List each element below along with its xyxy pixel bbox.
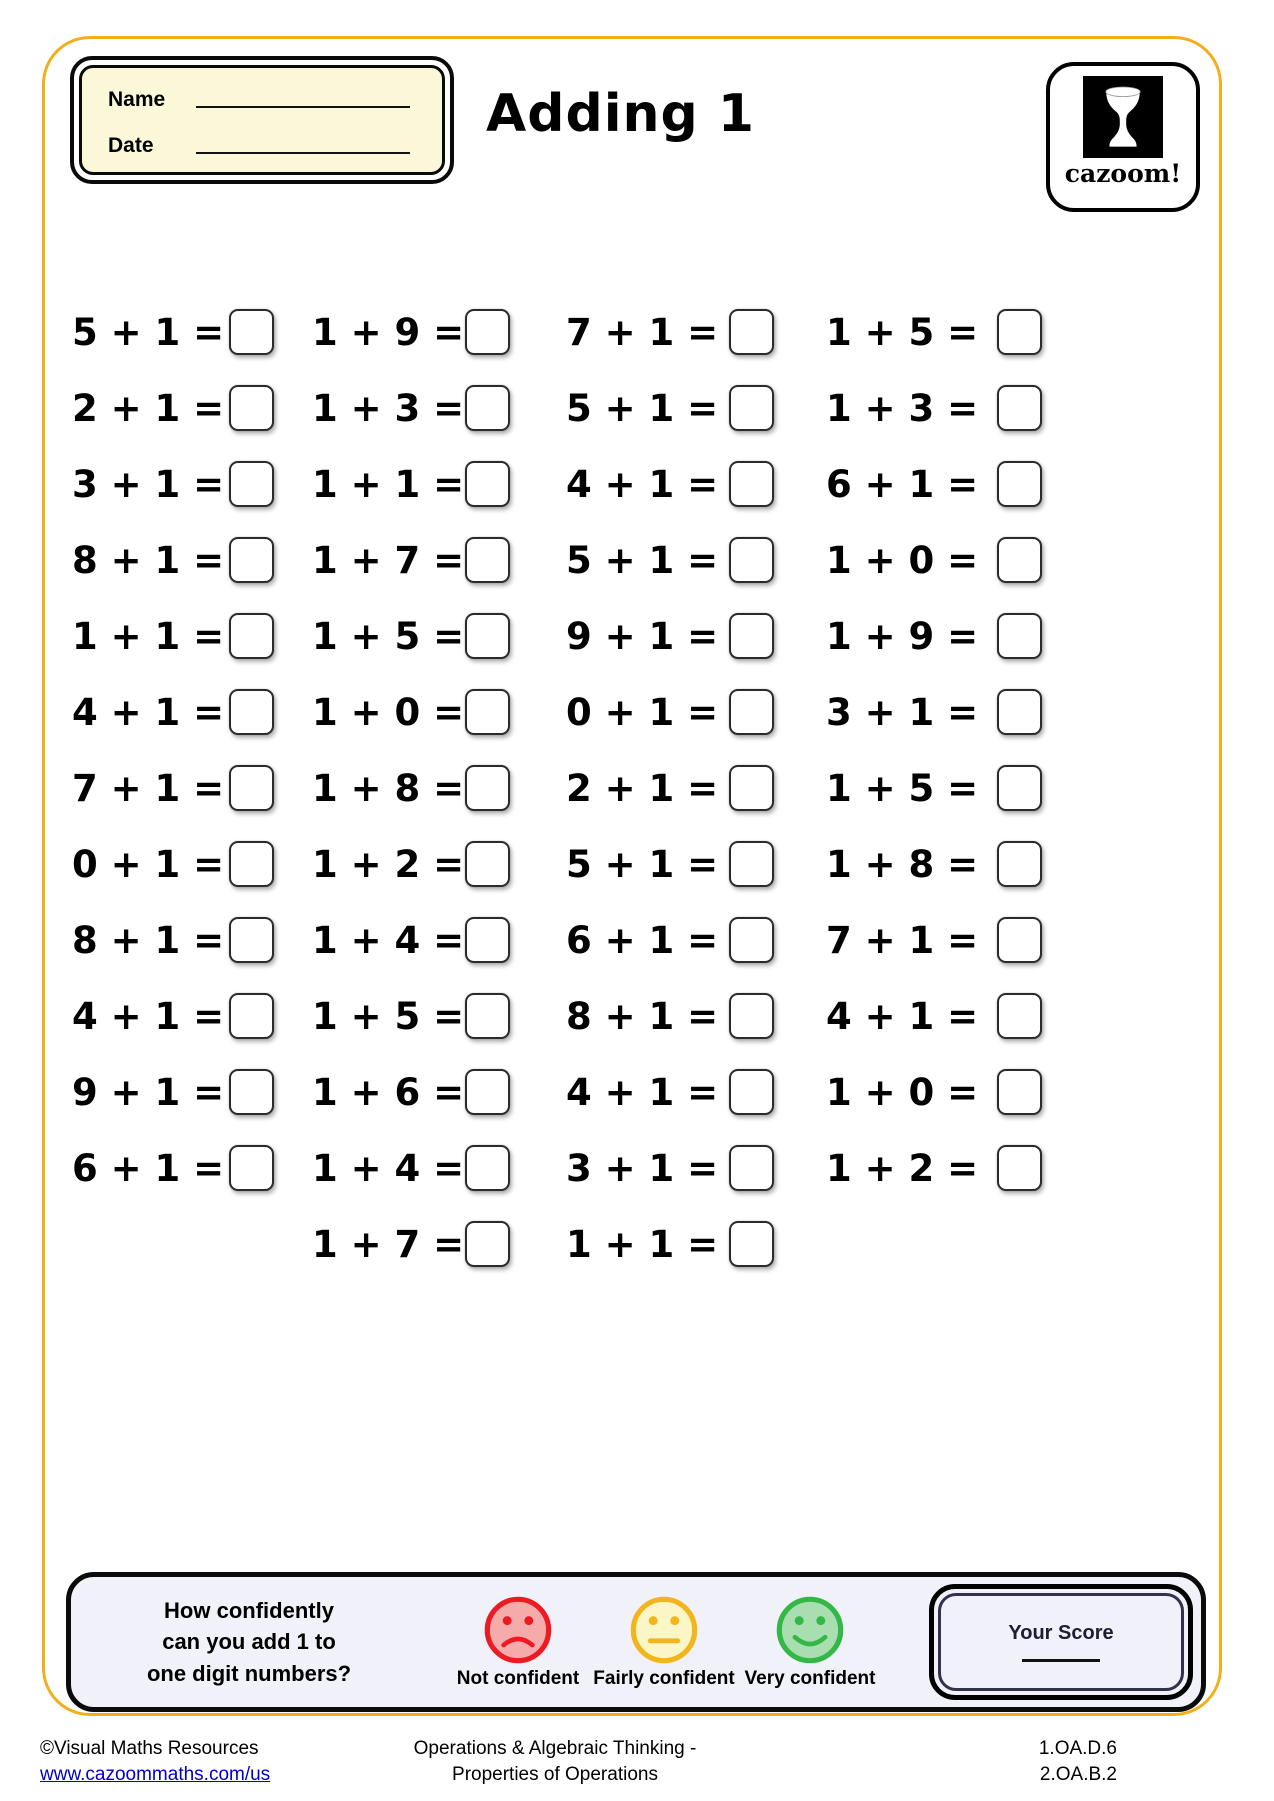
answer-box[interactable]: [229, 1145, 274, 1191]
answer-box[interactable]: [729, 841, 774, 887]
problem-expression: 2 + 1 =: [72, 386, 225, 430]
answer-box[interactable]: [729, 765, 774, 811]
footer-standards: [1039, 1736, 1117, 1787]
sad-face-icon: [482, 1594, 554, 1666]
answer-box[interactable]: [465, 689, 510, 735]
problem-expression: 8 + 1 =: [72, 918, 225, 962]
problem-expression: 1 + 2 =: [826, 1146, 979, 1190]
answer-box[interactable]: [729, 309, 774, 355]
answer-box[interactable]: [465, 461, 510, 507]
problem-row: [826, 370, 1042, 446]
answer-box[interactable]: [229, 993, 274, 1039]
answer-box[interactable]: [729, 613, 774, 659]
score-box-inner: [938, 1593, 1184, 1691]
problem-expression: 1 + 5 =: [312, 614, 465, 658]
problem-row: [72, 826, 274, 902]
problem-row: [826, 902, 1042, 978]
answer-box[interactable]: [229, 689, 274, 735]
problem-expression: 7 + 1 =: [566, 310, 719, 354]
problem-expression: 7 + 1 =: [72, 766, 225, 810]
confidence-option-label: Not confident: [456, 1668, 580, 1689]
problem-expression: 6 + 1 =: [566, 918, 719, 962]
problem-expression: 1 + 7 =: [312, 538, 465, 582]
date-label: Date: [108, 134, 154, 157]
problem-expression: 1 + 0 =: [312, 690, 465, 734]
answer-box[interactable]: [997, 1069, 1042, 1115]
problems-column: [72, 294, 274, 1206]
confidence-option-very-confident[interactable]: [737, 1594, 883, 1690]
standard-code: 2.OA.B.2: [1039, 1763, 1117, 1785]
problem-expression: 1 + 1 =: [312, 462, 465, 506]
problem-expression: 7 + 1 =: [826, 918, 979, 962]
answer-box[interactable]: [997, 993, 1042, 1039]
confidence-question-line: one digit numbers?: [146, 1660, 352, 1686]
problem-expression: 5 + 1 =: [566, 386, 719, 430]
logo-drum-tile: [1083, 76, 1163, 158]
answer-box[interactable]: [997, 841, 1042, 887]
answer-box[interactable]: [997, 537, 1042, 583]
confidence-options: [445, 1594, 883, 1690]
problem-row: [72, 1130, 274, 1206]
score-box: [929, 1584, 1193, 1700]
problem-row: [566, 522, 774, 598]
confidence-question-line: can you add 1 to: [162, 1629, 336, 1655]
problem-row: [566, 446, 774, 522]
confidence-option-label: Very confident: [744, 1668, 876, 1689]
problem-expression: 9 + 1 =: [72, 1070, 225, 1114]
name-input-line[interactable]: [196, 82, 410, 108]
answer-box[interactable]: [997, 917, 1042, 963]
problem-row: [566, 750, 774, 826]
problem-row: [566, 1206, 774, 1282]
problems-column: [312, 294, 510, 1282]
problem-row: [312, 1206, 510, 1282]
answer-box[interactable]: [997, 1145, 1042, 1191]
footer-attribution: [40, 1736, 270, 1787]
problem-row: [72, 446, 274, 522]
answer-box[interactable]: [465, 385, 510, 431]
answer-box[interactable]: [465, 841, 510, 887]
confidence-question: [99, 1595, 399, 1689]
copyright-text: ©Visual Maths Resources: [40, 1738, 259, 1759]
answer-box[interactable]: [997, 461, 1042, 507]
problem-row: [566, 674, 774, 750]
problems-column: [566, 294, 774, 1282]
problem-expression: 4 + 1 =: [826, 994, 979, 1038]
problem-expression: 1 + 2 =: [312, 842, 465, 886]
problem-row: [72, 1054, 274, 1130]
answer-box[interactable]: [729, 1221, 774, 1267]
problem-expression: 4 + 1 =: [72, 994, 225, 1038]
standard-code: 1.OA.D.6: [1038, 1738, 1117, 1759]
confidence-question-line: How confidently: [164, 1598, 334, 1624]
name-field-row: [108, 82, 416, 112]
problem-expression: 1 + 5 =: [312, 994, 465, 1038]
djembe-drum-icon: [1099, 83, 1147, 151]
problem-expression: 1 + 4 =: [312, 918, 465, 962]
problem-row: [312, 1130, 510, 1206]
date-field-row: [108, 128, 416, 158]
answer-box[interactable]: [465, 917, 510, 963]
answer-box[interactable]: [465, 1221, 510, 1267]
happy-face-icon: [774, 1594, 846, 1666]
problem-row: [566, 826, 774, 902]
topic-line: Operations & Algebraic Thinking -: [413, 1738, 697, 1759]
problem-expression: 2 + 1 =: [566, 766, 719, 810]
problem-row: [312, 1054, 510, 1130]
neutral-face-icon: [628, 1594, 700, 1666]
problem-expression: 1 + 3 =: [312, 386, 465, 430]
problem-row: [312, 446, 510, 522]
problem-row: [566, 1054, 774, 1130]
answer-box[interactable]: [465, 613, 510, 659]
problem-expression: 4 + 1 =: [566, 462, 719, 506]
problem-row: [72, 370, 274, 446]
answer-box[interactable]: [229, 765, 274, 811]
answer-box[interactable]: [229, 1069, 274, 1115]
problem-row: [312, 598, 510, 674]
page-title: Adding 1: [486, 84, 756, 144]
problem-row: [312, 978, 510, 1054]
problem-expression: 1 + 1 =: [72, 614, 225, 658]
problem-row: [826, 978, 1042, 1054]
problem-expression: 1 + 3 =: [826, 386, 979, 430]
problem-row: [312, 522, 510, 598]
answer-box[interactable]: [729, 689, 774, 735]
answer-box[interactable]: [729, 461, 774, 507]
answer-box[interactable]: [229, 917, 274, 963]
website-link[interactable]: www.cazoommaths.com/us: [40, 1763, 271, 1785]
problem-expression: 1 + 5 =: [826, 310, 979, 354]
answer-box[interactable]: [229, 613, 274, 659]
answer-box[interactable]: [229, 461, 274, 507]
problem-row: [566, 370, 774, 446]
score-label: Your Score: [1008, 1622, 1114, 1644]
problem-row: [566, 598, 774, 674]
answer-box[interactable]: [229, 841, 274, 887]
problem-row: [826, 674, 1042, 750]
problem-row: [312, 674, 510, 750]
problem-expression: 1 + 1 =: [566, 1222, 719, 1266]
problem-row: [826, 294, 1042, 370]
problem-row: [312, 294, 510, 370]
problem-expression: 5 + 1 =: [566, 538, 719, 582]
problem-expression: 6 + 1 =: [826, 462, 979, 506]
problem-expression: 1 + 6 =: [312, 1070, 465, 1114]
problem-row: [72, 598, 274, 674]
problem-expression: 1 + 0 =: [826, 1070, 979, 1114]
problem-expression: 1 + 5 =: [826, 766, 979, 810]
problem-row: [72, 750, 274, 826]
problem-expression: 1 + 4 =: [312, 1146, 465, 1190]
logo-text: cazoom!: [1064, 159, 1182, 188]
problem-expression: 5 + 1 =: [72, 310, 225, 354]
problem-expression: 1 + 8 =: [826, 842, 979, 886]
problem-row: [826, 1054, 1042, 1130]
answer-box[interactable]: [729, 385, 774, 431]
problems-column: [826, 294, 1042, 1206]
problem-expression: 4 + 1 =: [72, 690, 225, 734]
answer-box[interactable]: [997, 385, 1042, 431]
problem-row: [72, 978, 274, 1054]
problem-row: [72, 294, 274, 370]
name-date-box-inner: [79, 65, 445, 175]
answer-box[interactable]: [729, 917, 774, 963]
answer-box[interactable]: [465, 1069, 510, 1115]
answer-box[interactable]: [465, 537, 510, 583]
answer-box[interactable]: [229, 385, 274, 431]
problem-expression: 1 + 0 =: [826, 538, 979, 582]
answer-box[interactable]: [729, 1145, 774, 1191]
name-label: Name: [108, 88, 166, 111]
problem-expression: 3 + 1 =: [826, 690, 979, 734]
date-input-line[interactable]: [196, 128, 410, 154]
cazoom-logo: [1046, 62, 1200, 212]
confidence-option-fairly-confident[interactable]: [591, 1594, 737, 1690]
problem-expression: 8 + 1 =: [72, 538, 225, 582]
confidence-option-label: Fairly confident: [593, 1668, 735, 1689]
problem-expression: 4 + 1 =: [566, 1070, 719, 1114]
problem-expression: 1 + 9 =: [826, 614, 979, 658]
problem-expression: 1 + 8 =: [312, 766, 465, 810]
problem-row: [566, 978, 774, 1054]
answer-box[interactable]: [465, 993, 510, 1039]
problem-row: [826, 1130, 1042, 1206]
confidence-panel: [66, 1572, 1206, 1712]
problem-expression: 3 + 1 =: [72, 462, 225, 506]
problem-expression: 1 + 7 =: [312, 1222, 465, 1266]
problem-row: [312, 750, 510, 826]
problem-row: [72, 902, 274, 978]
answer-box[interactable]: [229, 537, 274, 583]
name-date-box: [70, 56, 454, 184]
answer-box[interactable]: [997, 765, 1042, 811]
answer-box[interactable]: [465, 765, 510, 811]
problem-row: [826, 750, 1042, 826]
problem-expression: 6 + 1 =: [72, 1146, 225, 1190]
answer-box[interactable]: [997, 689, 1042, 735]
answer-box[interactable]: [729, 1069, 774, 1115]
answer-box[interactable]: [997, 309, 1042, 355]
problem-row: [826, 826, 1042, 902]
footer-topic: [330, 1736, 780, 1787]
problem-row: [826, 598, 1042, 674]
problem-expression: 0 + 1 =: [72, 842, 225, 886]
problem-expression: 0 + 1 =: [566, 690, 719, 734]
problem-row: [566, 294, 774, 370]
answer-box[interactable]: [465, 1145, 510, 1191]
confidence-option-not-confident[interactable]: [445, 1594, 591, 1690]
problem-row: [826, 522, 1042, 598]
answer-box[interactable]: [997, 613, 1042, 659]
answer-box[interactable]: [729, 537, 774, 583]
problem-row: [826, 446, 1042, 522]
problem-expression: 1 + 9 =: [312, 310, 465, 354]
answer-box[interactable]: [465, 309, 510, 355]
answer-box[interactable]: [729, 993, 774, 1039]
problem-row: [312, 826, 510, 902]
problem-row: [312, 902, 510, 978]
problem-row: [312, 370, 510, 446]
problem-expression: 8 + 1 =: [566, 994, 719, 1038]
problem-expression: 9 + 1 =: [566, 614, 719, 658]
topic-line: Properties of Operations: [452, 1763, 658, 1785]
problem-row: [566, 902, 774, 978]
answer-box[interactable]: [229, 309, 274, 355]
problem-row: [566, 1130, 774, 1206]
problem-row: [72, 674, 274, 750]
score-input-line[interactable]: [1022, 1659, 1100, 1662]
problem-expression: 3 + 1 =: [566, 1146, 719, 1190]
problem-row: [72, 522, 274, 598]
problem-expression: 5 + 1 =: [566, 842, 719, 886]
